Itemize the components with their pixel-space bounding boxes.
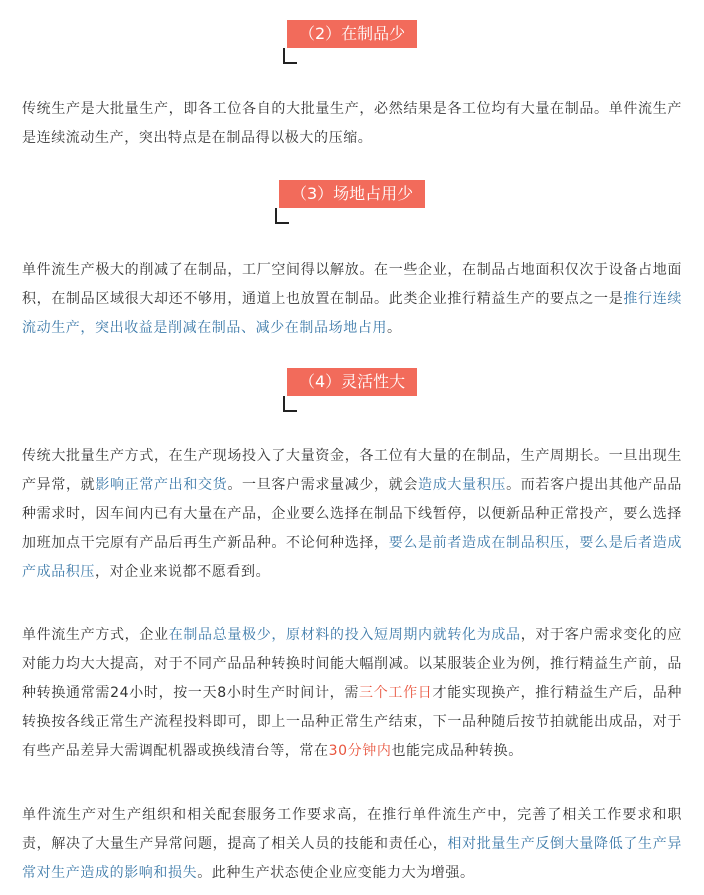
paragraph-text: 。一旦客户需求量减少，就会: [227, 477, 419, 493]
paragraph-text: 单件流生产方式，企业: [22, 627, 169, 643]
highlight-text: 相对批量生产反倒大量降低了生产异常对生产造成的影响和损失: [22, 836, 682, 881]
paragraph-text: ，对企业来说都不愿看到。: [95, 564, 271, 580]
paragraph-organization: [22, 801, 682, 888]
paragraph-wip-traditional: [22, 95, 682, 153]
paragraph-text: 。: [387, 320, 402, 336]
highlight-text: 在制品总量极少，原材料的投入短周期内就转化为成品: [168, 627, 521, 643]
highlight-text: 推行连续流动生产，突出收益是削减在制品、减少在制品场地占用: [22, 291, 682, 336]
heading-corner-decoration: [283, 396, 297, 412]
highlight-red-text: 三个工作日: [359, 685, 433, 701]
section-heading-3: [275, 180, 435, 224]
paragraph-text: 传统大批量生产方式，在生产现场投入了大量资金，各工位有大量的在制品，生产周期长。一旦出现生产异常，就: [22, 448, 682, 493]
paragraph-text: 。而若客户提出其他产品品种需求时，因车间内已有大量在产品，企业要么选择在制品下线暂停，以便新品种正常投产，要么选择加班加点干完原有产品后再生产新品种。不论何种选择，: [22, 477, 683, 551]
paragraph-text: 单件流生产极大的削减了在制品，工厂空间得以解放。在一些企业，在制品占地面积仅次于设备占地面积，在制品区域很大却还不够用，通道上也放置在制品。此类企业推行精益生产的要点之一是: [22, 262, 682, 307]
section-heading-4: [283, 368, 423, 412]
highlight-text: 造成大量积压: [418, 477, 507, 493]
heading-corner-decoration: [283, 48, 297, 64]
paragraph-text: 传统生产是大批量生产，即各工位各自的大批量生产，必然结果是各工位均有大量在制品。单件流生产是连续流动生产，突出特点是在制品得以极大的压缩。: [22, 101, 682, 146]
heading-corner-decoration: [275, 208, 289, 224]
paragraph-text: ，对于客户需求变化的应对能力均大大提高，对于不同产品品种转换时间能大幅削减。以某服装企业为例，推行精益生产前，品种转换通常需24小时，按一天8小时生产时间计，需: [22, 627, 682, 701]
paragraph-flexibility-single-piece: [22, 621, 682, 766]
paragraph-text: 也能完成品种转换。: [391, 743, 523, 759]
paragraph-text: 。此种生产状态使企业应变能力大为增强。: [197, 865, 475, 881]
paragraph-flexibility-traditional: [22, 442, 682, 587]
paragraph-text: 单件流生产对生产组织和相关配套服务工作要求高，在推行单件流生产中，完善了相关工作要求和职责，解决了大量生产异常问题，提高了相关人员的技能和责任心，: [22, 807, 682, 852]
highlight-red-text: 30分钟内: [328, 743, 392, 759]
heading-label: （3）场地占用少: [279, 180, 425, 208]
heading-label: （4）灵活性大: [287, 368, 417, 396]
heading-label: （2）在制品少: [287, 20, 417, 48]
section-heading-2: [283, 20, 423, 64]
paragraph-floor-space: [22, 256, 682, 343]
paragraph-text: 才能实现换产，推行精益生产后，品种转换按各线正常生产流程投料即可，即上一品种正常生产结束，下一品种随后按节拍就能出成品，对于有些产品差异大需调配机器或换线清台等，常在: [22, 685, 683, 759]
highlight-text: 影响正常产出和交货: [95, 477, 228, 493]
highlight-text: 要么是前者造成在制品积压，要么是后者造成产成品积压: [22, 535, 682, 580]
